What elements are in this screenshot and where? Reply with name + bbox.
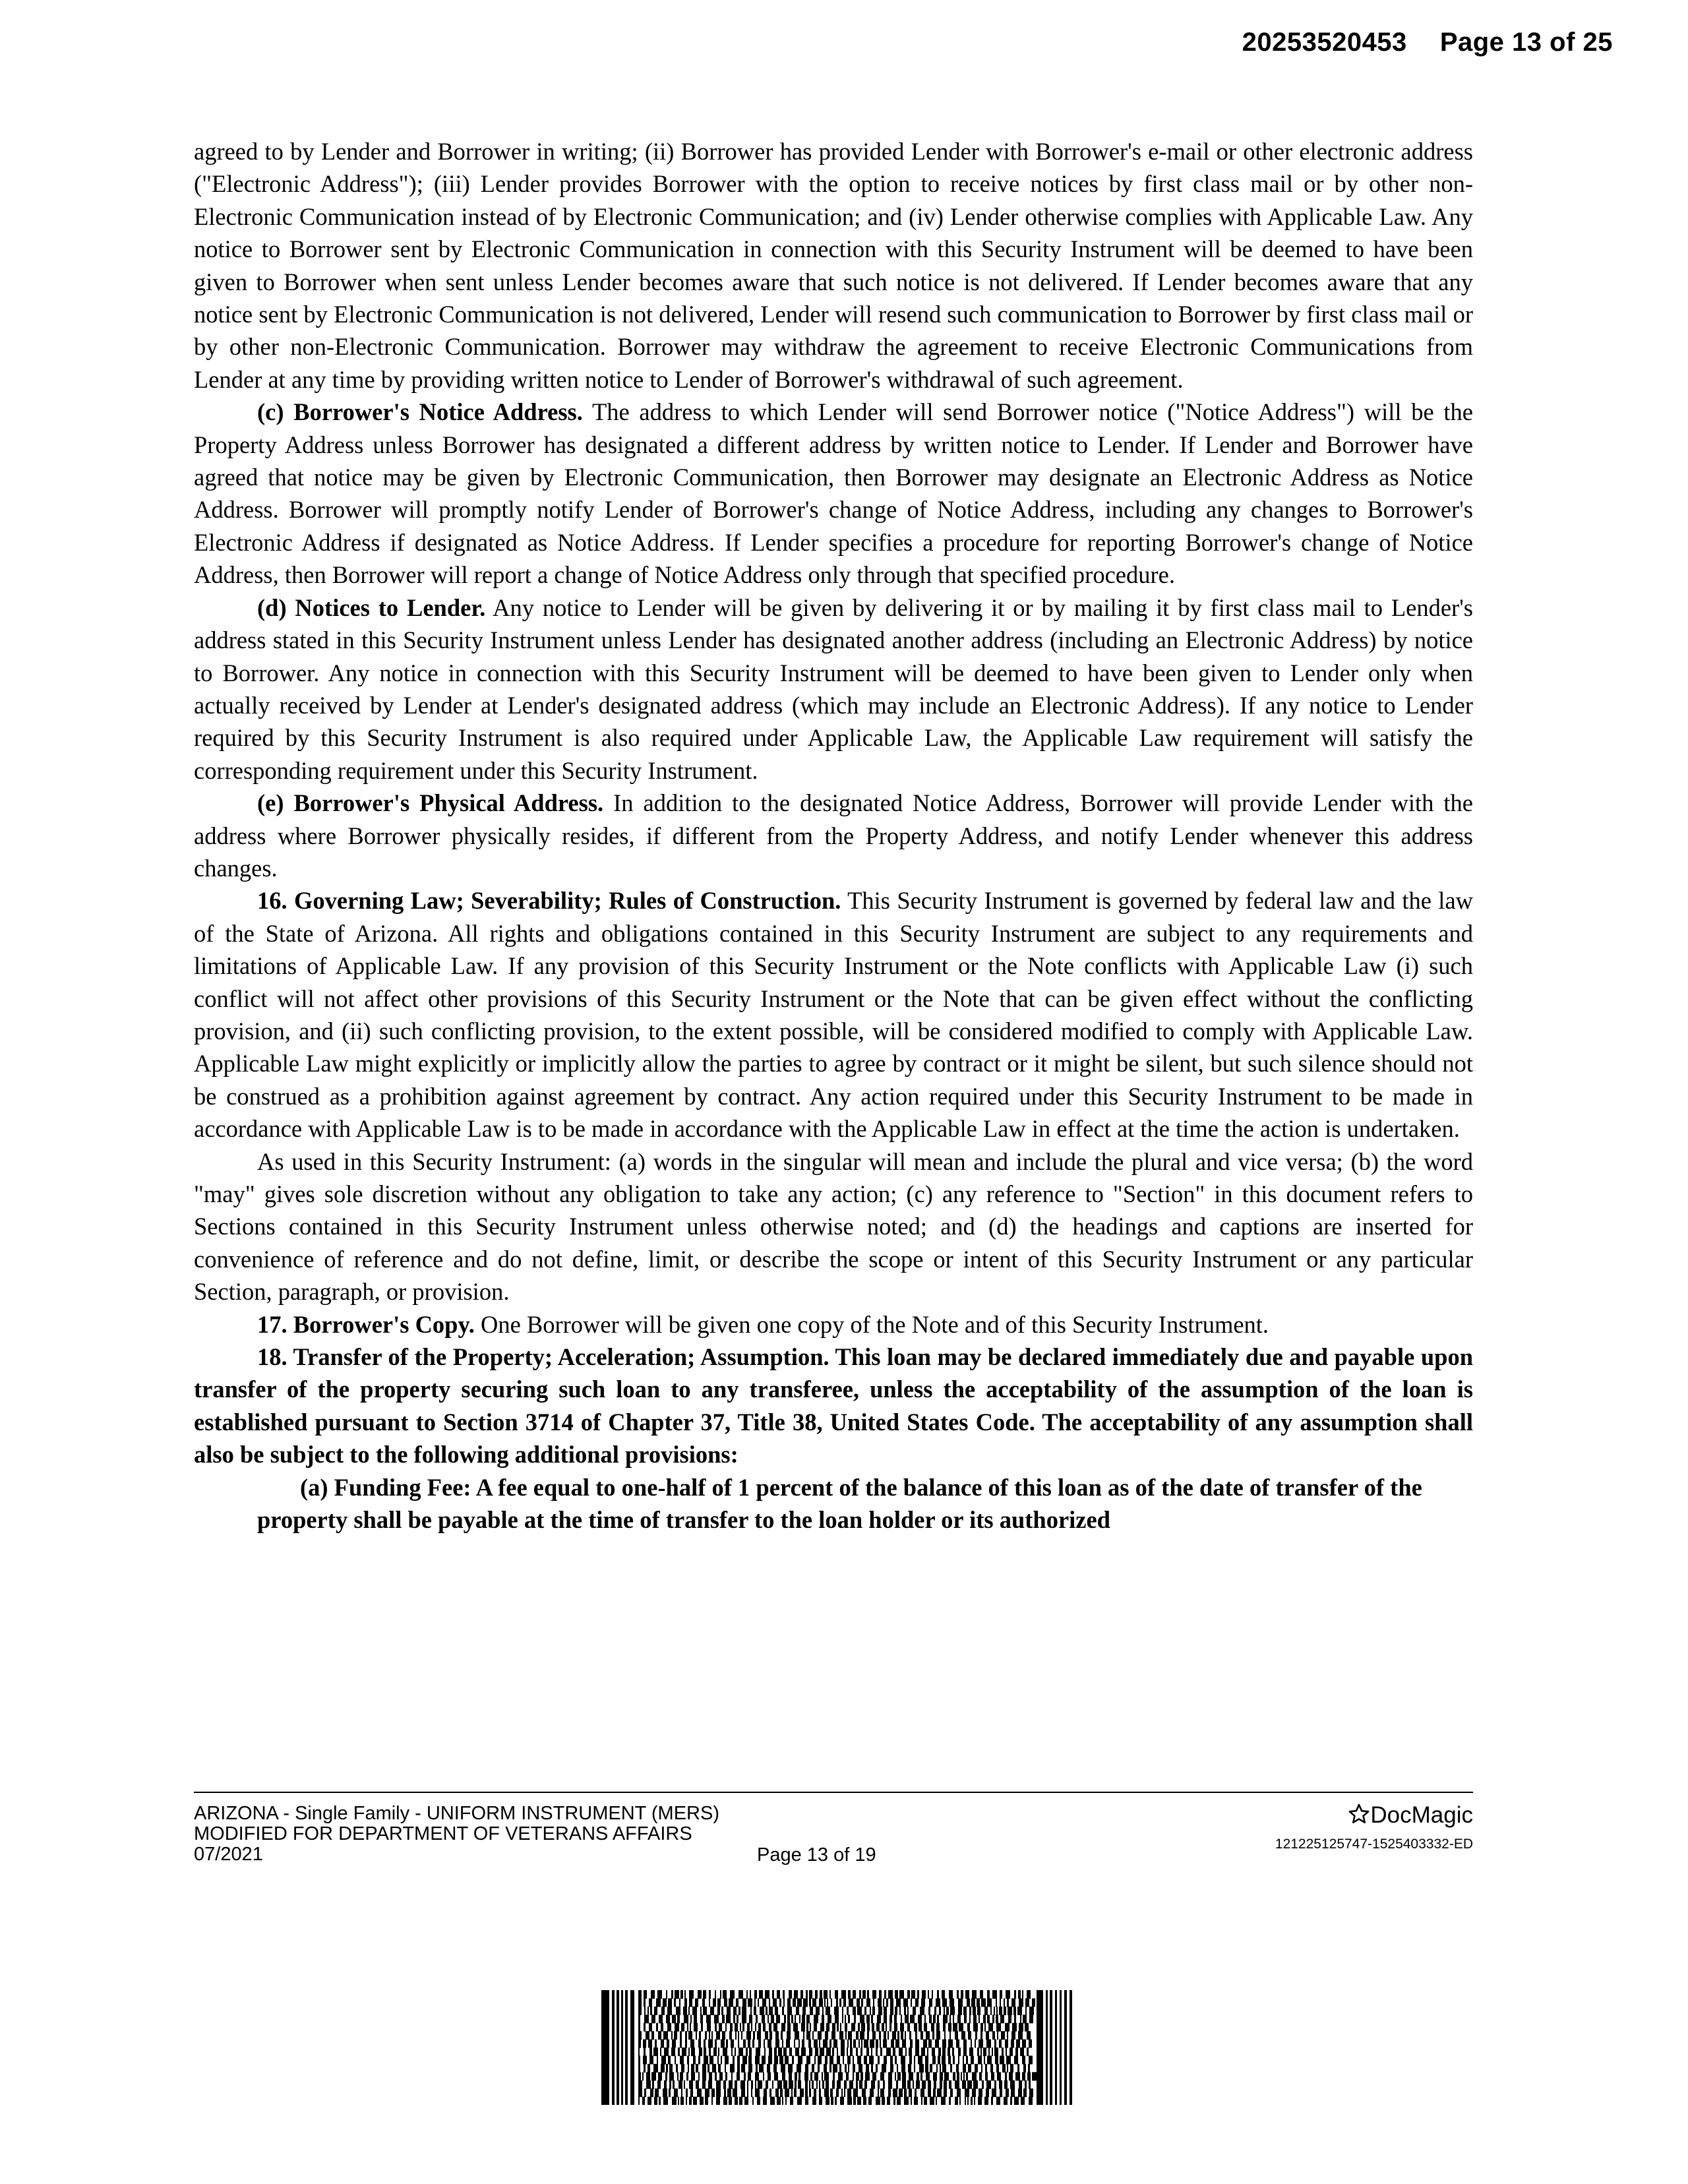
footer-line-1: ARIZONA - Single Family - UNIFORM INSTRUMENT (MERS) bbox=[194, 1803, 720, 1824]
section-heading: 16. Governing Law; Severability; Rules of Construction. bbox=[257, 887, 841, 915]
paragraph-transfer-of-property: 18. Transfer of the Property; Acceleration; Assumption. This loan may be declared immediately due and payable upon transfer of the property securing such loan to any transferee, unless the acceptability of the assumption of the loan is established pursuant to Section 3714 of Chapter 37, Title 38, United States Code. The acceptability of any assumption shall also be subject to the following additional provisions: bbox=[194, 1343, 1473, 1469]
docmagic-logo bbox=[1348, 1802, 1473, 1829]
paragraph-physical-address bbox=[194, 787, 1473, 884]
section-heading: 17. Borrower's Copy. bbox=[257, 1310, 475, 1338]
page-footer bbox=[194, 1792, 1473, 1879]
section-heading: (c) Borrower's Notice Address. bbox=[257, 398, 583, 426]
footer-line-2: MODIFIED FOR DEPARTMENT OF VETERANS AFFAIRS bbox=[194, 1823, 692, 1844]
paragraph-notices-to-lender bbox=[194, 592, 1473, 787]
paragraph-text: In addition to the designated Notice Address, Borrower will provide Lender with the address where Borrower physically resides, if different from the Property Address, and notify Lender whenever this address changes. bbox=[194, 789, 1474, 882]
footer-page-number: Page 13 of 19 bbox=[757, 1844, 876, 1866]
footer-document-reference: 121225125747-1525403332-ED bbox=[1275, 1836, 1473, 1852]
paragraph-funding-fee: (a) Funding Fee: A fee equal to one-half of 1 percent of the balance of this loan as of the date of transfer of the property shall be payable at the time of transfer to the loan holder or its authorized bbox=[257, 1473, 1422, 1534]
document-body bbox=[194, 135, 1473, 1536]
paragraph-governing-law bbox=[194, 884, 1473, 1145]
record-page-label: Page 13 of 25 bbox=[1439, 28, 1613, 57]
recording-header bbox=[1242, 28, 1613, 57]
paragraph-text: One Borrower will be given one copy of the Note and of this Security Instrument. bbox=[474, 1310, 1269, 1338]
section-heading: (e) Borrower's Physical Address. bbox=[257, 789, 604, 817]
paragraph-electronic-communication: agreed to by Lender and Borrower in writing; (ii) Borrower has provided Lender with Borrower's e-mail or other electronic address ("Electronic Address"); (iii) Lender provides Borrower with the option to receive notices by first class mail or by other non-Electronic Communication instead of by Electronic Communication; and (iv) Lender otherwise complies with Applicable Law. Any notice to Borrower sent by Electronic Communication in connection with this Security Instrument will be deemed to have been given to Borrower when sent unless Lender becomes aware that such notice is not delivered. If Lender becomes aware that any notice sent by Electronic Communication is not delivered, Lender will resend such communication to Borrower by first class mail or by other non-Electronic Communication. Borrower may withdraw the agreement to receive Electronic Communications from Lender at any time by providing written notice to Lender of Borrower's withdrawal of such agreement. bbox=[194, 138, 1473, 393]
pdf417-barcode bbox=[601, 1990, 1073, 2105]
star-outline-icon bbox=[1348, 1803, 1370, 1825]
paragraph-text: This Security Instrument is governed by federal law and the law of the State of Arizona. All rights and obligations contained in this Security Instrument are subject to any requirements and limitations of Applicable Law. If any provision of this Security Instrument or the Note conflicts with Applicable Law (i) such conflict will not affect other provisions of this Security Instrument or the Note that can be given effect without the conflicting provision, and (ii) such conflicting provision, to the extent possible, will be considered modified to comply with Applicable Law. Applicable Law might explicitly or implicitly allow the parties to agree by contract or it might be silent, but such silence should not be construed as a prohibition against agreement by contract. Any action required under this Security Instrument to be made in accordance with Applicable Law is to be made in accordance with the Applicable Law in effect at the time the action is undertaken. bbox=[194, 887, 1473, 1143]
section-heading: (d) Notices to Lender. bbox=[257, 593, 486, 621]
record-number: 20253520453 bbox=[1242, 28, 1407, 57]
paragraph-borrowers-copy bbox=[194, 1308, 1473, 1341]
footer-line-3: 07/2021 bbox=[194, 1844, 263, 1865]
logo-text: DocMagic bbox=[1370, 1802, 1473, 1828]
paragraph-notice-address bbox=[194, 396, 1473, 591]
paragraph-construction-rules: As used in this Security Instrument: (a) words in the singular will mean and include the plural and vice versa; (b) the word "may" gives sole discretion without any obligation to take any action; (c) any reference to "Section" in this document refers to Sections contained in this Security Instrument unless otherwise noted; and (d) the headings and captions are inserted for convenience of reference and do not define, limit, or describe the scope or intent of this Security Instrument or any particular Section, paragraph, or provision. bbox=[194, 1147, 1473, 1306]
paragraph-text: Any notice to Lender will be given by delivering it or by mailing it by first class mail to Lender's address stated in this Security Instrument unless Lender has designated another address (including an Electronic Address) by notice to Borrower. Any notice in connection with this Security Instrument will be deemed to have been given to Lender only when actually received by Lender at Lender's designated address (which may include an Electronic Address). If any notice to Lender required by this Security Instrument is also required under Applicable Law, the Applicable Law requirement will satisfy the corresponding requirement under this Security Instrument. bbox=[194, 593, 1473, 784]
paragraph-text: The address to which Lender will send Borrower notice ("Notice Address") will be the Property Address unless Borrower has designated a different address by written notice to Lender. If Lender and Borrower have agreed that notice may be given by Electronic Communication, then Borrower may designate an Electronic Address as Notice Address. Borrower will promptly notify Lender of Borrower's change of Notice Address, including any changes to Borrower's Electronic Address if designated as Notice Address. If Lender specifies a procedure for reporting Borrower's change of Notice Address, then Borrower will report a change of Notice Address only through that specified procedure. bbox=[194, 398, 1473, 589]
footer-form-info bbox=[194, 1804, 719, 1865]
